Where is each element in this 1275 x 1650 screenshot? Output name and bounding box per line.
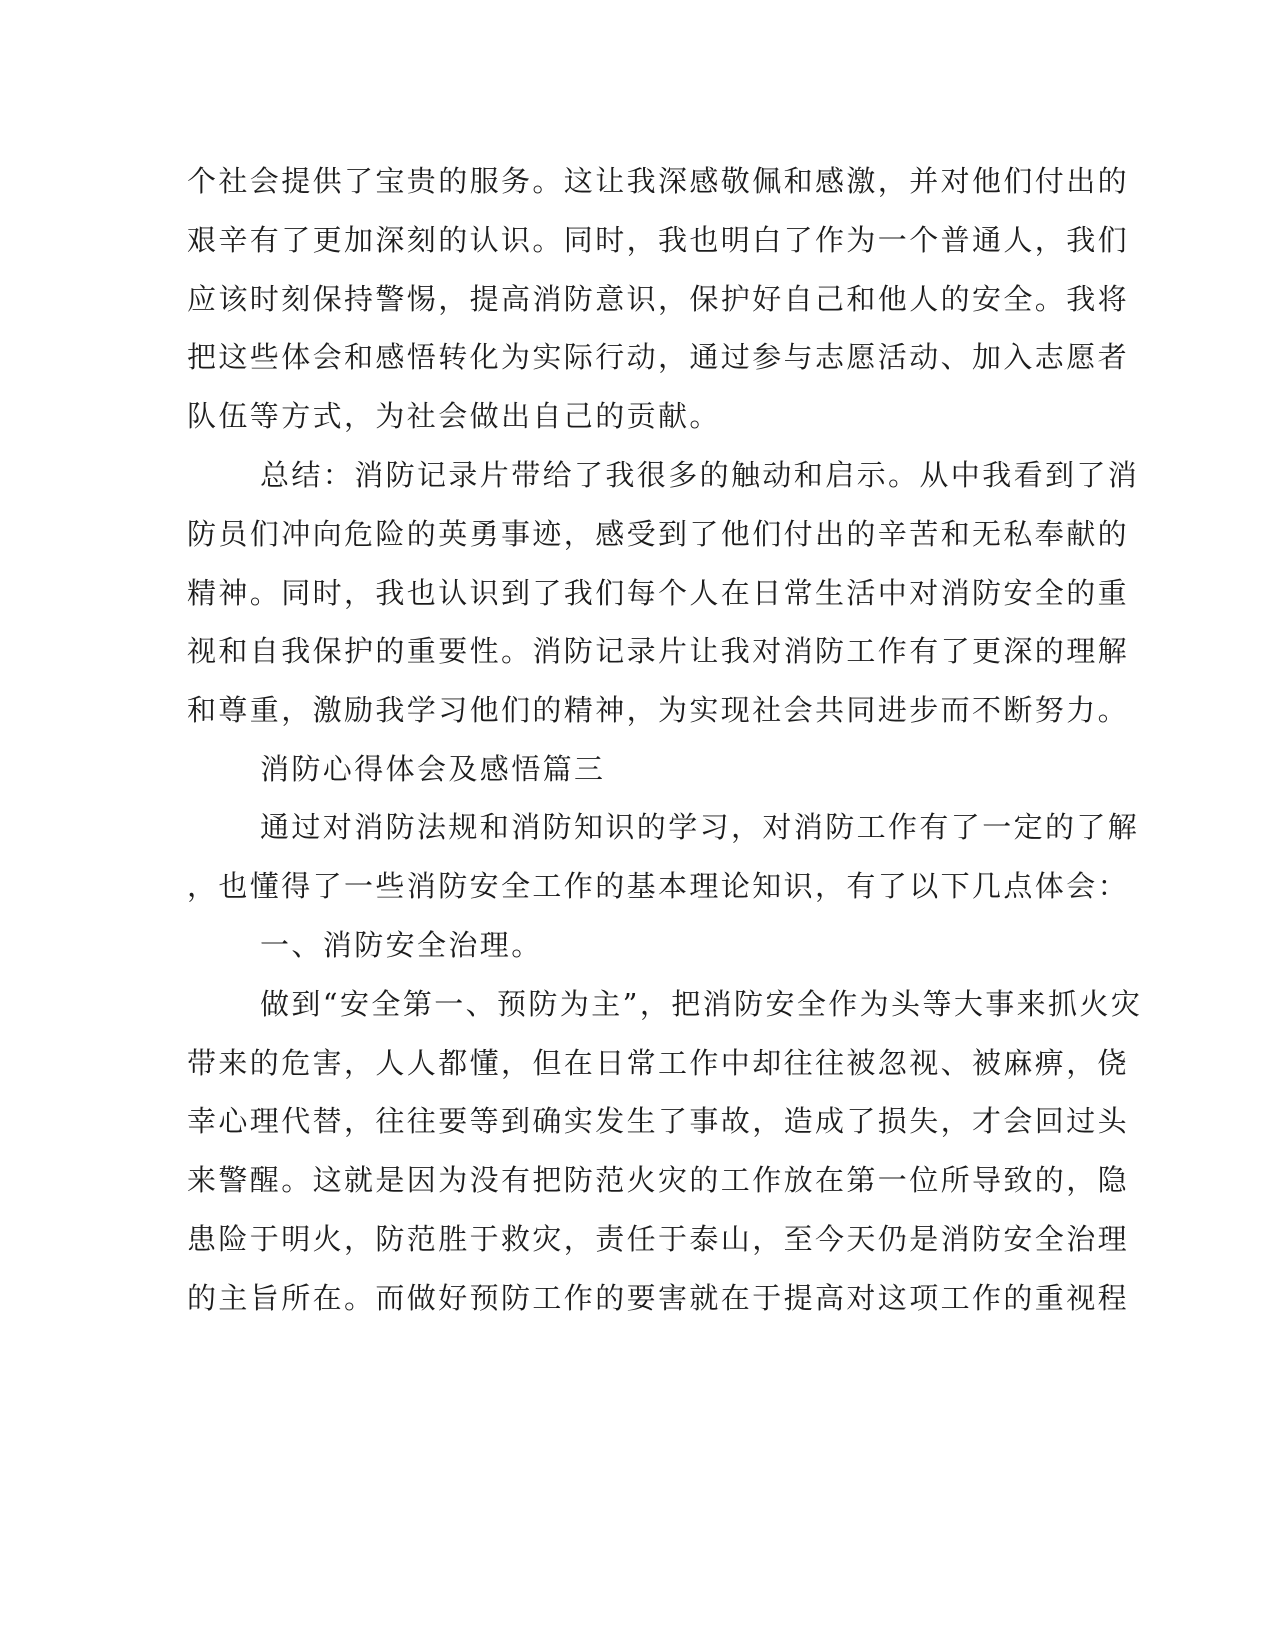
text-line: ，也懂得了一些消防安全工作的基本理论知识，有了以下几点体会： (187, 869, 1130, 903)
text-line: 个社会提供了宝贵的服务。这让我深感敬佩和感激，并对他们付出的 (187, 164, 1130, 198)
text-line: 艰辛有了更加深刻的认识。同时，我也明白了作为一个普通人，我们 (187, 223, 1130, 257)
paragraph-first-line: 做到“安全第一、预防为主”，把消防安全作为头等大事来抓火灾 (260, 987, 1143, 1021)
subsection-heading: 一、消防安全治理。 (260, 928, 543, 962)
text-line: 视和自我保护的重要性。消防记录片让我对消防工作有了更深的理解 (187, 634, 1130, 668)
text-line: 和尊重，激励我学习他们的精神，为实现社会共同进步而不断努力。 (187, 693, 1130, 727)
text-line: 的主旨所在。而做好预防工作的要害就在于提高对这项工作的重视程 (187, 1281, 1130, 1315)
paragraph-first-line: 总结：消防记录片带给了我很多的触动和启示。从中我看到了消 (260, 458, 1140, 492)
text-line: 幸心理代替，往往要等到确实发生了事故，造成了损失，才会回过头 (187, 1104, 1130, 1138)
text-line: 队伍等方式，为社会做出自己的贡献。 (187, 399, 721, 433)
text-line: 带来的危害，人人都懂，但在日常工作中却往往被忽视、被麻痹，侥 (187, 1046, 1130, 1080)
text-line: 来警醒。这就是因为没有把防范火灾的工作放在第一位所导致的，隐 (187, 1163, 1130, 1197)
text-line: 把这些体会和感悟转化为实际行动，通过参与志愿活动、加入志愿者 (187, 340, 1130, 374)
text-line: 精神。同时，我也认识到了我们每个人在日常生活中对消防安全的重 (187, 576, 1130, 610)
paragraph-first-line: 通过对消防法规和消防知识的学习，对消防工作有了一定的了解 (260, 810, 1140, 844)
section-heading: 消防心得体会及感悟篇三 (260, 752, 606, 786)
text-line: 应该时刻保持警惕，提高消防意识，保护好自己和他人的安全。我将 (187, 282, 1130, 316)
text-line: 患险于明火，防范胜于救灾，责任于泰山，至今天仍是消防安全治理 (187, 1222, 1130, 1256)
text-line: 防员们冲向危险的英勇事迹，感受到了他们付出的辛苦和无私奉献的 (187, 517, 1130, 551)
